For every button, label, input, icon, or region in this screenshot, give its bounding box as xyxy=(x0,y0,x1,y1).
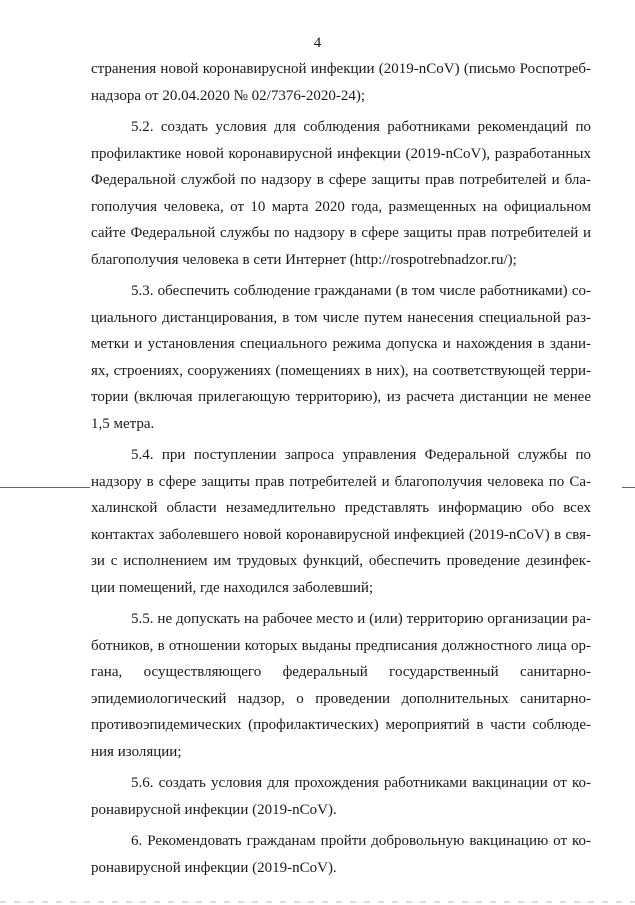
text-line: надзору в сфере защиты прав потребителей и благополучия человека по Са- xyxy=(91,473,591,490)
text-line: контактах заболевшего новой коронавирусной инфекцией (2019-nCoV) в свя- xyxy=(91,526,591,543)
text-line: гополучия человека, от 10 марта 2020 года, размещенных на официальном xyxy=(91,198,591,215)
text-line: ния изоляции; xyxy=(91,743,182,760)
text-line: 5.4. при поступлении запроса управления Федеральной службы по xyxy=(131,447,591,463)
scan-footer-noise xyxy=(0,901,635,903)
text-line: ронавирусной инфекции (2019-nCoV). xyxy=(91,801,337,818)
text-line: 5.6. создать условия для прохождения работниками вакцинации от ко- xyxy=(131,775,591,791)
text-line: странения новой коронавирусной инфекции (2019-nCoV) (письмо Роспотреб- xyxy=(91,61,591,77)
document-body xyxy=(91,56,591,881)
text-line: 5.5. не допускать на рабочее место и (или) территорию организации ра- xyxy=(131,611,591,627)
text-line: халинской области незамедлительно представлять информацию обо всех xyxy=(91,500,591,516)
text-line: благополучия человека в сети Интернет (http://rospotrebnadzor.ru/); xyxy=(91,251,517,268)
text-line: ронавирусной инфекции (2019-nCoV). xyxy=(91,859,337,876)
text-line: зи с исполнением им трудовых функций, обеспечить проведение дезинфек- xyxy=(91,553,591,569)
text-line: 1,5 метра. xyxy=(91,415,155,432)
text-line: эпидемиологический надзор, о проведении дополнительных санитарно- xyxy=(91,690,591,707)
text-line: тории (включая прилегающую территорию), из расчета дистанции не менее xyxy=(91,389,591,405)
text-line: 6. Рекомендовать гражданам пройти добровольную вакцинацию от ко- xyxy=(131,833,591,849)
text-line: сайте Федеральной службы по надзору в сфере защиты прав потребителей и xyxy=(91,225,591,241)
text-line: 5.2. создать условия для соблюдения работниками рекомендаций по xyxy=(131,119,591,135)
text-line: ции помещений, где находился заболевший; xyxy=(91,579,374,596)
text-line: 5.3. обеспечить соблюдение гражданами (в том числе работниками) со- xyxy=(131,283,591,299)
text-line: противоэпидемических (профилактических) мероприятий в части соблюде- xyxy=(91,717,591,733)
text-line: ях, строениях, сооружениях (помещениях в них), на соответствующей терри- xyxy=(91,362,591,379)
scan-edge-line-right xyxy=(622,487,635,488)
text-line: циального дистанцирования, в том числе путем нанесения специальной раз- xyxy=(91,309,591,326)
scan-edge-line-left xyxy=(0,487,90,488)
text-line: гана, осуществляющего федеральный государственный санитарно- xyxy=(91,664,591,680)
text-line: метки и установления специального режима допуска и нахождения в здани- xyxy=(91,336,591,352)
text-line: Федеральной службой по надзору в сфере защиты прав потребителей и бла- xyxy=(91,172,591,188)
text-line: ботников, в отношении которых выданы предписания должностного лица ор- xyxy=(91,637,591,654)
text-line: профилактике новой коронавирусной инфекции (2019-nCoV), разработанных xyxy=(91,145,591,162)
page-number: 4 xyxy=(313,35,322,51)
text-line: надзора от 20.04.2020 № 02/7376-2020-24); xyxy=(91,87,365,104)
